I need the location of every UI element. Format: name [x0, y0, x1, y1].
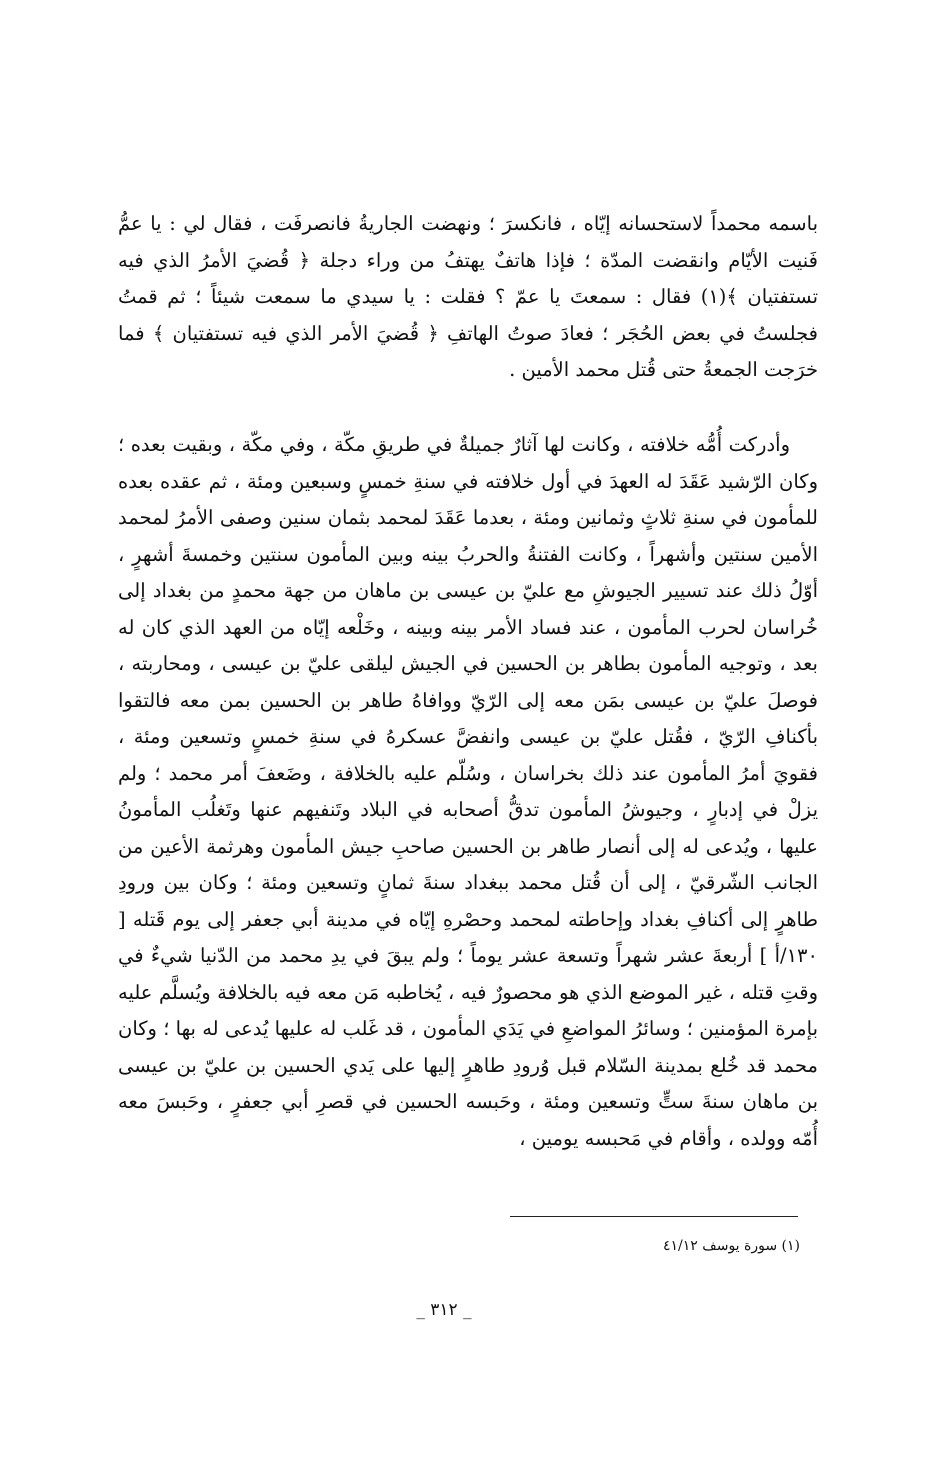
- body-paragraph-2: [118, 427, 818, 1157]
- paragraph-text: باسمه محمداً لاستحسانه إيّاه ، فانكسرَ ؛ ونهضت الجاريةُ فانصرفَت ، فقال لي : يا عمُّ فَنيت الأيّام وانقضت المدّة ؛ فإذا هاتفٌ يهتفُ من وراء دجلة ﴿ قُضيَ الأمرُ الذي فيه تستفتيان ﴾(١) فقال : سمعتَ يا عمّ ؟ فقلت : يا سيدي ما سمعت شيئاً ؛ ثم قمتُ فجلستُ في بعض الحُجَر ؛ فعادَ صوتُ الهاتفِ ﴿ قُضيَ الأمر الذي فيه تستفتيان ﴾ فما خرَجت الجمعةُ حتى قُتل محمد الأمين .: [118, 212, 818, 381]
- page-number: _ ٣١٢ _: [416, 1300, 472, 1320]
- footnote: (١) سورة يوسف ٤١/١٢: [662, 1238, 800, 1254]
- footnote-divider: [510, 1216, 798, 1217]
- paragraph-text: وأدركت أُمُّه خلافته ، وكانت لها آثارٌ جميلةٌ في طريقِ مكّة ، وفي مكّة ، وبقيت بعده ؛ وكان الرّشيد عَقَدَ له العهدَ في أول خلافته في سنةِ خمسٍ وسبعين ومئة ، ثم عقده بعده للمأمون في سنةِ ثلاثٍ وثمانين ومئة ، بعدما عَقَدَ لمحمد بثمان سنين وصفى الأمرُ لمحمد الأمين سنتين وأشهراً ، وكانت الفتنةُ والحربُ بينه وبين المأمون سنتين وخمسةَ أشهرٍ ، أوّلُ ذلك عند تسيير الجيوشِ مع عليّ بن عيسى بن ماهان من جهة محمدٍ من بغداد إلى خُراسان لحرب المأمون ، عند فساد الأمر بينه وبينه ، وخَلْعه إيّاه من العهد الذي كان له بعد ، وتوجيه المأمون بطاهر بن الحسين في الجيش ليلقى عليّ بن عيسى ، ومحاربته ، فوصلَ عليّ بن عيسى بمَن معه إلى الرّيّ ووافاهُ طاهر بن الحسين بمن معه فالتقوا بأكنافِ الرّيّ ، فقُتل عليّ بن عيسى وانفضَّ عسكرهُ في سنةِ خمسٍ وتسعين ومئة ، فقويَ أمرُ المأمون عند ذلك بخراسان ، وسُلّم عليه بالخلافة ، وضَعفَ أمر محمد ؛ ولم يزلْ في إدبارٍ ، وجيوشُ المأمون تدقُّ أصحابه في البلاد وتَنفيهم عنها وتَغلُب المأمونُ عليها ، ويُدعى له إلى أنصار طاهر بن الحسين صاحبِ جيش المأمون وهرثمة الأعين من الجانب الشّرقيّ ، إلى أن قُتل محمد ببغداد سنةَ ثمانٍ وتسعين ومئة ؛ وكان بين ورودِ طاهرٍ إلى أكنافِ بغداد وإحاطته لمحمد وحصْرهِ إيّاه في مدينة أبي جعفر إلى يوم قَتله [ ١٣٠/أ ] أربعةَ عشر شهراً وتسعة عشر يوماً ؛ ولم يبقَ في يدِ محمد من الدّنيا شيءٌ في وقتِ قتله ، غير الموضع الذي هو محصورٌ فيه ، يُخاطبه مَن معه فيه بالخلافة ويُسلَّم عليه بإمرة المؤمنين ؛ وسائرُ المواضعِ في يَدَي المأمون ، قد غَلب له عليها يُدعى له بها ؛ وكان محمد قد خُلع بمدينة السّلام قبل وُرودِ طاهرٍ إليها على يَدي الحسين بن عليّ بن عيسى بن ماهان سنةَ ستٍّ وتسعين ومئة ، وحَبسه الحسين في قصرِ أبي جعفرٍ ، وحَبسَ معه أُمّه وولده ، وأقام في مَحبسه يومين ،: [118, 433, 818, 1150]
- body-paragraph-1: [118, 206, 818, 389]
